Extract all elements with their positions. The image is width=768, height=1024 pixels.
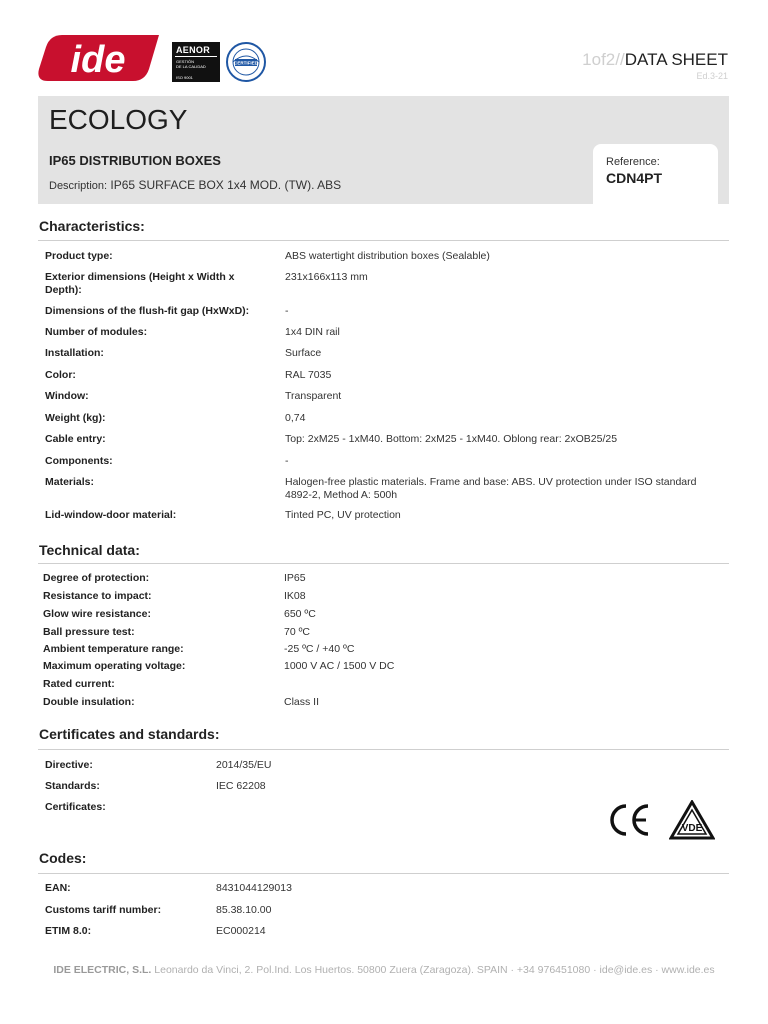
char-value: Halogen-free plastic materials. Frame and base: ABS. UV protection under ISO standard 4892-2, Method A: 500h bbox=[285, 476, 697, 501]
product-description bbox=[49, 178, 341, 192]
char-value: Top: 2xM25 - 1xM40. Bottom: 2xM25 - 1xM40. Oblong rear: 2xOB25/25 bbox=[285, 433, 618, 445]
cert-label: Standards: bbox=[45, 780, 100, 792]
footer-company: IDE ELECTRIC, S.L. bbox=[53, 964, 152, 976]
description-value: IP65 SURFACE BOX 1x4 MOD. (TW). ABS bbox=[110, 178, 342, 192]
tech-label: Resistance to impact: bbox=[43, 590, 152, 602]
char-label: Number of modules: bbox=[45, 326, 148, 338]
codes-title: Codes: bbox=[39, 850, 87, 866]
char-value: 231x166x113 mm bbox=[285, 271, 368, 283]
aenor-code: ISO 9001 bbox=[176, 75, 193, 80]
tech-value: IP65 bbox=[284, 572, 306, 584]
tech-value: -25 ºC / +40 ºC bbox=[284, 643, 355, 655]
char-label: Weight (kg): bbox=[45, 412, 106, 424]
char-value: 1x4 DIN rail bbox=[285, 326, 340, 338]
char-value: Surface bbox=[285, 347, 322, 359]
aenor-name: AENOR bbox=[176, 45, 211, 55]
document-type: DATA SHEET bbox=[624, 50, 728, 69]
logo-text: ide bbox=[70, 39, 126, 81]
reference-value: CDN4PT bbox=[606, 170, 663, 186]
certified-seal-icon bbox=[226, 42, 266, 82]
tech-label: Degree of protection: bbox=[43, 572, 150, 584]
technical-divider bbox=[38, 563, 729, 564]
char-value: 0,74 bbox=[285, 412, 306, 424]
aenor-badge bbox=[172, 42, 220, 82]
codes-divider bbox=[38, 873, 729, 874]
reference-label: Reference: bbox=[606, 156, 660, 168]
characteristics-divider bbox=[38, 240, 729, 241]
cert-label: Directive: bbox=[45, 759, 93, 771]
edition-label: Ed.3-21 bbox=[696, 71, 728, 81]
footer-address: Leonardo da Vinci, 2. Pol.Ind. Los Huertos. 50800 Zuera (Zaragoza). SPAIN · +34 976451080 · ide@ide.es · www.ide.es bbox=[154, 964, 715, 976]
certificates-divider bbox=[38, 749, 729, 750]
char-label: Installation: bbox=[45, 347, 104, 359]
char-label: Cable entry: bbox=[45, 433, 106, 445]
cert-value: 2014/35/EU bbox=[216, 759, 272, 771]
description-label: Description: bbox=[49, 180, 108, 192]
char-value: RAL 7035 bbox=[285, 369, 332, 381]
char-value: Transparent bbox=[285, 390, 342, 402]
document-header bbox=[582, 50, 728, 70]
char-label: Window: bbox=[45, 390, 89, 402]
char-label: Lid-window-door material: bbox=[45, 509, 177, 521]
footer bbox=[0, 964, 768, 976]
char-value: - bbox=[285, 305, 289, 317]
code-value: 8431044129013 bbox=[216, 882, 292, 894]
characteristics-title: Characteristics: bbox=[39, 218, 145, 234]
cert-value: IEC 62208 bbox=[216, 780, 266, 792]
char-value: ABS watertight distribution boxes (Sealable) bbox=[285, 250, 490, 262]
ide-logo bbox=[38, 34, 160, 82]
tech-value: 70 ºC bbox=[284, 626, 311, 638]
tech-value: IK08 bbox=[284, 590, 306, 602]
tech-label: Double insulation: bbox=[43, 696, 135, 708]
char-label: Materials: bbox=[45, 476, 95, 488]
technical-title: Technical data: bbox=[39, 542, 140, 558]
tech-value: Class II bbox=[284, 696, 320, 708]
char-label: Dimensions of the flush-fit gap (HxWxD): bbox=[45, 305, 250, 317]
code-value: 85.38.10.00 bbox=[216, 904, 272, 916]
code-label: EAN: bbox=[45, 882, 71, 894]
aenor-line1: GESTIÓN bbox=[176, 59, 195, 64]
code-label: Customs tariff number: bbox=[45, 904, 162, 916]
char-value: - bbox=[285, 455, 289, 467]
ce-mark-icon bbox=[606, 802, 652, 838]
tech-label: Glow wire resistance: bbox=[43, 608, 151, 620]
seal-text: CERTIFIED bbox=[234, 60, 258, 66]
product-family: IP65 DISTRIBUTION BOXES bbox=[49, 153, 221, 168]
svg-text:VDE: VDE bbox=[681, 823, 703, 834]
tech-label: Maximum operating voltage: bbox=[43, 660, 186, 672]
vde-mark-icon bbox=[669, 800, 715, 840]
char-label: Color: bbox=[45, 369, 76, 381]
certificates-title: Certificates and standards: bbox=[39, 726, 220, 742]
char-label: Components: bbox=[45, 455, 113, 467]
char-label: Product type: bbox=[45, 250, 113, 262]
char-value: Tinted PC, UV protection bbox=[285, 509, 401, 521]
code-label: ETIM 8.0: bbox=[45, 925, 92, 937]
aenor-line2: DE LA CALIDAD bbox=[176, 64, 206, 69]
tech-label: Ball pressure test: bbox=[43, 626, 135, 638]
page-number: 1of2 bbox=[582, 50, 616, 69]
page-separator: // bbox=[615, 50, 625, 69]
brand-title: ECOLOGY bbox=[49, 104, 188, 135]
tech-value: 650 ºC bbox=[284, 608, 316, 620]
cert-label: Certificates: bbox=[45, 801, 106, 813]
code-value: EC000214 bbox=[216, 925, 266, 937]
char-label: Exterior dimensions (Height x Width x Depth): bbox=[45, 271, 235, 296]
tech-label: Ambient temperature range: bbox=[43, 643, 184, 655]
tech-label: Rated current: bbox=[43, 678, 115, 690]
tech-value: 1000 V AC / 1500 V DC bbox=[284, 660, 395, 672]
